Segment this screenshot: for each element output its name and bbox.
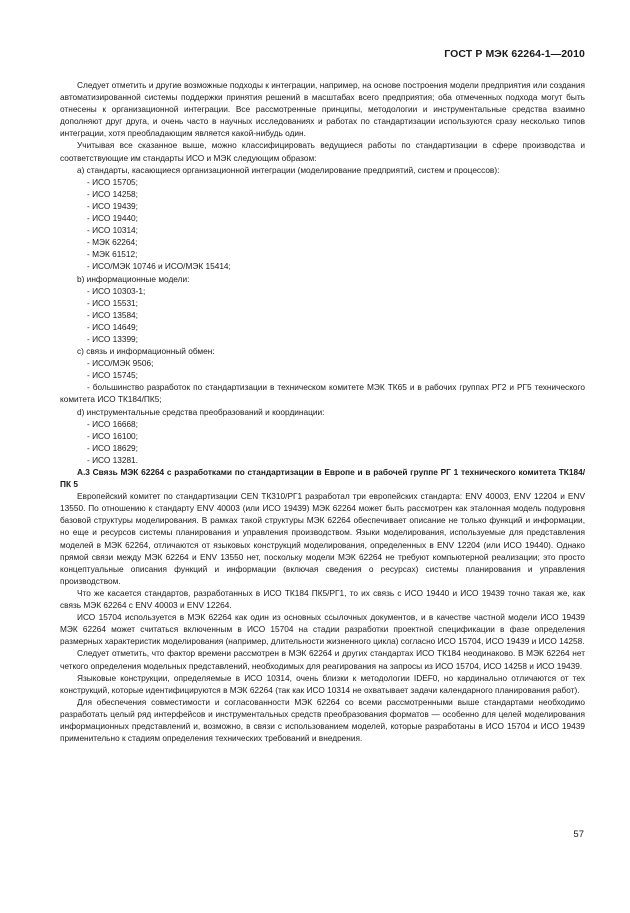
list-item: - ИСО 16100; bbox=[87, 430, 138, 441]
paragraph: Европейский комитет по стандартизации CEN ТК310/РГ1 разработал три европейских стандарта: ENV 40003, ENV 12204 и ENV 13550. По отношению к стандарту ENV 40003 (или ИСО 19439) МЭК 62264 может быть рассмотрен как эталонная модель подуровня базовой структуры моделирования. В рамках такой структуры МЭК 62264 обеспечивает описание не только функций и информации, но еще и ресурсов системы планирования и управления производством. Языки моделирования, используемые для представления моделей в МЭК 62264, отличаются от языковых конструкций моделирования, определенных в ENV 12204 (или ИСО 19440). Однако прямой связи между МЭК 62264 и ENV 13550 нет, поскольку модели МЭК 62264 не требуют компьютерной реализации; это просто концептуальные описания функций и информации (включая сведения о ресурсах) системы планирования и управления производством. bbox=[60, 491, 585, 586]
document-header: ГОСТ Р МЭК 62264-1—2010 bbox=[444, 48, 585, 60]
paragraph: Языковые конструкции, определяемые в ИСО 10314, очень близки к методологии IDEF0, но кардинально отличаются от тех конструкций, которые идентифицируются в МЭК 62264 (так как ИСО 10314 не охватывает задачи календарного планирования работ). bbox=[60, 672, 585, 695]
list-item: - ИСО 16668; bbox=[87, 418, 138, 429]
paragraph: а) стандарты, касающиеся организационной интеграции (моделирование предприятий, систем и процессов): bbox=[77, 164, 500, 175]
paragraph: Следует отметить, что фактор времени рассмотрен в МЭК 62264 и других стандартах ИСО ТК184 неодинаково. В МЭК 62264 нет четкого определения модельных представлений, необходимых для реагирования на запросы из ИСО 15704, ИСО 14258 и ИСО 19439. bbox=[60, 648, 585, 671]
paragraph: Для обеспечения совместимости и согласованности МЭК 62264 со всеми рассмотренными выше стандартами необходимо разработать целый ряд интерфейсов и инструментальных средств преобразования форматов — особенно для целей моделирования информационных представлений и, возможно, в связи с использованием моделей, которые разработаны в ИСО 15704 и ИСО 19439 применительно к стадиям определения технических требований и внедрения. bbox=[60, 696, 585, 744]
list-item: - ИСО 14258; bbox=[87, 188, 138, 199]
list-item: - ИСО 13584; bbox=[87, 309, 138, 320]
list-item: - ИСО 19439; bbox=[87, 200, 138, 211]
list-item: - ИСО 10314; bbox=[87, 225, 138, 236]
paragraph: ИСО 15704 используется в МЭК 62264 как один из основных ссылочных документов, и в качестве частной модели ИСО 19439 МЭК 62264 может считаться включенным в ИСО 15704 на стадии разработки проектной спецификации в фазе определения размерных характеристик моделирования (например, длительности жизненного цикла) согласно ИСО 15704, ИСО 19439 и ИСО 14258. bbox=[60, 612, 585, 647]
paragraph: Учитывая все сказанное выше, можно классифицировать ведущиеся работы по стандартизации в сфере производства и соответствующие им стандарты ИСО и МЭК следующим образом: bbox=[60, 140, 585, 163]
document-body bbox=[60, 79, 585, 744]
list-item: - ИСО 13281. bbox=[87, 454, 138, 465]
list-item: - МЭК 62264; bbox=[87, 237, 138, 248]
list-item: - МЭК 61512; bbox=[87, 249, 138, 260]
list-item: - ИСО 15531; bbox=[87, 297, 138, 308]
list-item: - ИСО 19440; bbox=[87, 213, 138, 224]
list-item: - ИСО 15745; bbox=[87, 370, 138, 381]
list-item: - ИСО 13399; bbox=[87, 333, 138, 344]
list-item: - ИСО 15705; bbox=[87, 176, 138, 187]
paragraph: Что же касается стандартов, разработанных в ИСО ТК184 ПК5/РГ1, то их связь с ИСО 19440 и ИСО 19439 точно такая же, как связь МЭК 62264 с ENV 40003 и ENV 12264. bbox=[60, 587, 585, 611]
list-item: - ИСО/МЭК 9506; bbox=[87, 358, 154, 369]
paragraph: b) информационные модели: bbox=[77, 273, 190, 284]
list-item: - ИСО/МЭК 10746 и ИСО/МЭК 15414; bbox=[87, 261, 231, 272]
section-heading: А.3 Связь МЭК 62264 с разработками по стандартизации в Европе и в рабочей группе РГ 1 технического комитета ТК184/ПК 5 bbox=[60, 467, 585, 490]
paragraph: c) связь и информационный обмен: bbox=[77, 346, 215, 357]
page-number: 57 bbox=[573, 829, 584, 840]
list-item: - ИСО 10303-1; bbox=[87, 285, 146, 296]
paragraph: Следует отметить и другие возможные подходы к интеграции, например, на основе построения модели предприятия или создания автоматизированной системы поддержки принятия решений в масштабах всего предприятия; оба отмеченных подхода могут быть отнесены к организационной интеграции. Все рассмотренные принципы, методологии и инструментальные средства взаимно дополняют друг друга, и очень часто в научных исследованиях и работах по стандартизации используются сразу несколько типов интеграции, хотя преобладающим является какой-нибудь один. bbox=[60, 80, 585, 139]
paragraph: d) инструментальные средства преобразований и координации: bbox=[77, 406, 325, 417]
paragraph: - большинство разработок по стандартизации в техническом комитете МЭК ТК65 и в рабочих группах РГ2 и РГ5 технического комитета ИСО ТК184/ПК5; bbox=[60, 382, 585, 405]
list-item: - ИСО 18629; bbox=[87, 442, 138, 453]
list-item: - ИСО 14649; bbox=[87, 321, 138, 332]
